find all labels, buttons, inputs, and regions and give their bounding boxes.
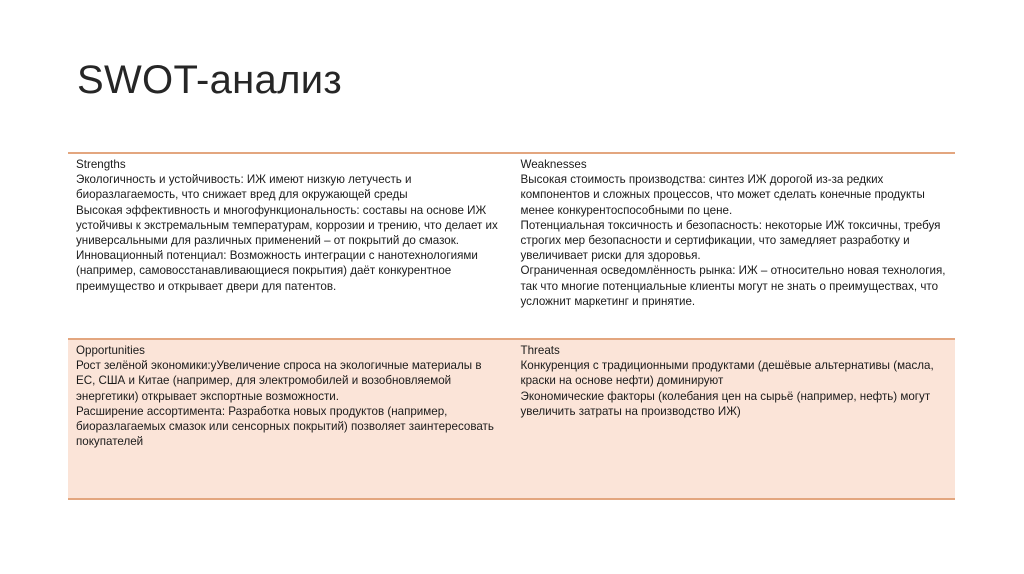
weaknesses-cell [512,154,956,338]
swot-table [68,152,955,500]
strengths-item: Инновационный потенциал: Возможность интеграции с нанотехнологиями (например, самовосстанавливающиеся покрытия) даёт конкурентное преимущество и открывает двери для патентов. [76,249,478,293]
weaknesses-item: Потенциальная токсичность и безопасность: некоторые ИЖ токсичны, требуя строгих мер безопасности и сертификации, что замедляет разработку и увеличивает риски для здоровья. [520,218,941,263]
opportunities-heading: Opportunities [76,344,145,357]
strengths-item: Высокая эффективность и многофункциональность: составы на основе ИЖ устойчивы к экстремальным температурам, коррозии и трению, что делает их универсальными для различных применений – от покрытий до смазок. [76,203,498,248]
weaknesses-item: Высокая стоимость производства: синтез ИЖ дорогой из-за редких компонентов и сложных процессов, что может сделать конечные продукты менее конкурентоспособными по цене. [520,173,925,217]
swot-row-external [68,338,955,500]
strengths-item: Экологичность и устойчивость: ИЖ имеют низкую летучесть и биоразлагаемость, что снижает вред для окружающей среды [76,173,412,202]
opportunities-cell [68,340,512,498]
threats-heading: Threats [520,344,560,357]
weaknesses-item: Ограниченная осведомлённость рынка: ИЖ – относительно новая технология, так что многие потенциальные клиенты могут не знать о преимуществах, что усложнит маркетинг и принятие. [520,264,946,308]
threats-cell [512,340,956,498]
slide-title: SWOT-анализ [77,58,342,102]
strengths-heading: Strengths [76,158,126,171]
swot-row-internal [68,152,955,338]
threats-item: Экономические факторы (колебания цен на сырьё (например, нефть) могут увеличить затраты на производство ИЖ) [520,389,931,418]
threats-item: Конкуренция с традиционными продуктами (дешёвые альтернативы (масла, краски на основе нефти) доминируют [520,359,934,388]
opportunities-item: Расширение ассортимента: Разработка новых продуктов (например, биоразлагаемых смазок или сенсорных покрытий) позволяет заинтересовать покупателей [76,404,494,449]
weaknesses-heading: Weaknesses [520,158,587,171]
strengths-cell [68,154,512,338]
opportunities-item: Рост зелёной экономики:уУвеличение спроса на экологичные материалы в ЕС, США и Китае (например, для электромобилей и возобновляемой энергетики) открывает экспортные возможности. [76,359,482,403]
